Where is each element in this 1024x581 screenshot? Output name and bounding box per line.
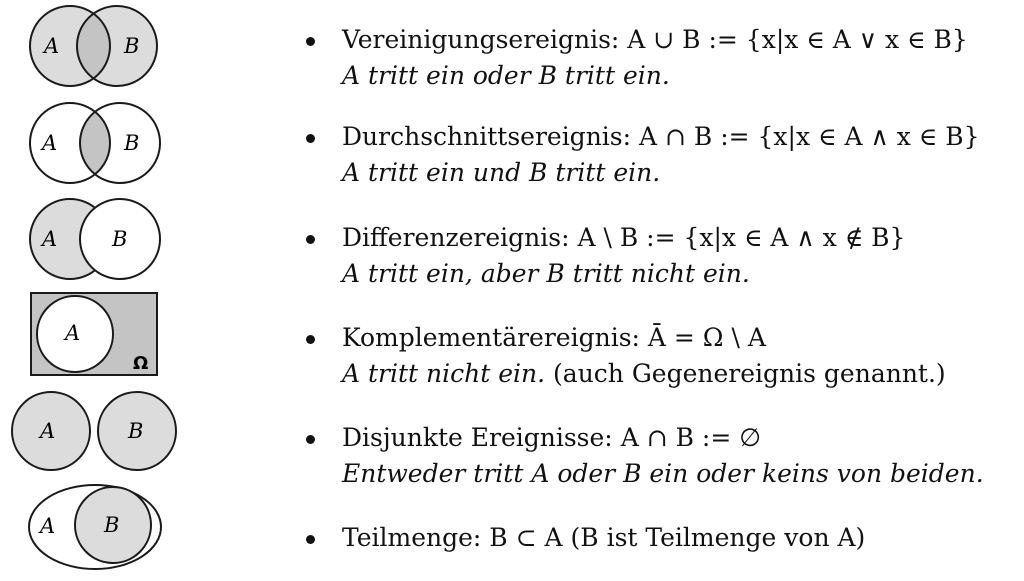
union-label-b: B xyxy=(124,34,140,58)
event-heading-line xyxy=(342,22,1022,58)
event-formula: A \ B := {x|x ∈ A ∧ x ∉ B} xyxy=(577,223,906,252)
intersection-diagram xyxy=(30,103,160,183)
event-heading-line xyxy=(342,320,1022,356)
disjoint-diagram xyxy=(12,392,176,470)
difference-label-b: B xyxy=(112,227,128,251)
event-item-subset xyxy=(306,520,1022,556)
event-title: Komplementärereignis: xyxy=(342,323,640,352)
event-title: Teilmenge: xyxy=(342,523,482,552)
event-formula: A ∩ B := ∅ xyxy=(620,423,761,452)
event-title: Disjunkte Ereignisse: xyxy=(342,423,613,452)
bullet-icon xyxy=(306,335,315,344)
event-description: A tritt ein und B tritt ein. xyxy=(342,158,661,187)
event-item-intersection xyxy=(306,119,1022,191)
event-description: Entweder tritt A oder B ein oder keins von beiden. xyxy=(342,459,984,488)
subset-diagram xyxy=(29,485,161,569)
union-label-a: A xyxy=(44,34,60,58)
difference-diagram xyxy=(30,199,160,279)
event-title: Durchschnittsereignis: xyxy=(342,122,632,151)
event-title: Vereinigungsereignis: xyxy=(342,25,620,54)
event-item-complement xyxy=(306,320,1022,392)
subset-label-a: A xyxy=(40,514,56,538)
bullet-icon xyxy=(306,37,315,46)
complement-label-omega: Ω xyxy=(133,353,149,374)
event-heading-line xyxy=(342,119,1022,155)
event-heading-line xyxy=(342,220,1022,256)
difference-label-a: A xyxy=(42,227,58,251)
event-description: A tritt ein, aber B tritt nicht ein. xyxy=(342,259,750,288)
bullet-icon xyxy=(306,134,315,143)
bullet-icon xyxy=(306,535,315,544)
event-heading-line xyxy=(342,520,1022,556)
event-title: Differenzereignis: xyxy=(342,223,570,252)
disjoint-label-a: A xyxy=(40,419,56,443)
subset-label-b: B xyxy=(104,513,120,537)
venn-diagram-column xyxy=(0,0,300,581)
event-description: A tritt nicht ein. xyxy=(342,359,546,388)
union-diagram xyxy=(30,6,157,86)
complement-diagram xyxy=(31,293,157,375)
event-formula: A ∪ B := {x|x ∈ A ∨ x ∈ B} xyxy=(627,25,968,54)
event-item-union xyxy=(306,22,1022,94)
bullet-icon xyxy=(306,235,315,244)
intersection-label-a: A xyxy=(42,131,58,155)
event-formula: Ā = Ω \ A xyxy=(647,323,766,352)
bullet-icon xyxy=(306,435,315,444)
event-item-difference xyxy=(306,220,1022,292)
event-description-line xyxy=(342,356,1022,392)
event-item-disjoint xyxy=(306,420,1022,492)
intersection-label-b: B xyxy=(124,131,140,155)
event-note: (auch Gegenereignis genannt.) xyxy=(553,359,946,388)
event-description: A tritt ein oder B tritt ein. xyxy=(342,61,670,90)
disjoint-label-b: B xyxy=(128,419,144,443)
complement-label-a: A xyxy=(65,321,81,345)
event-heading-line xyxy=(342,420,1022,456)
event-formula: A ∩ B := {x|x ∈ A ∧ x ∈ B} xyxy=(639,122,980,151)
event-formula: B ⊂ A (B ist Teilmenge von A) xyxy=(489,523,866,552)
